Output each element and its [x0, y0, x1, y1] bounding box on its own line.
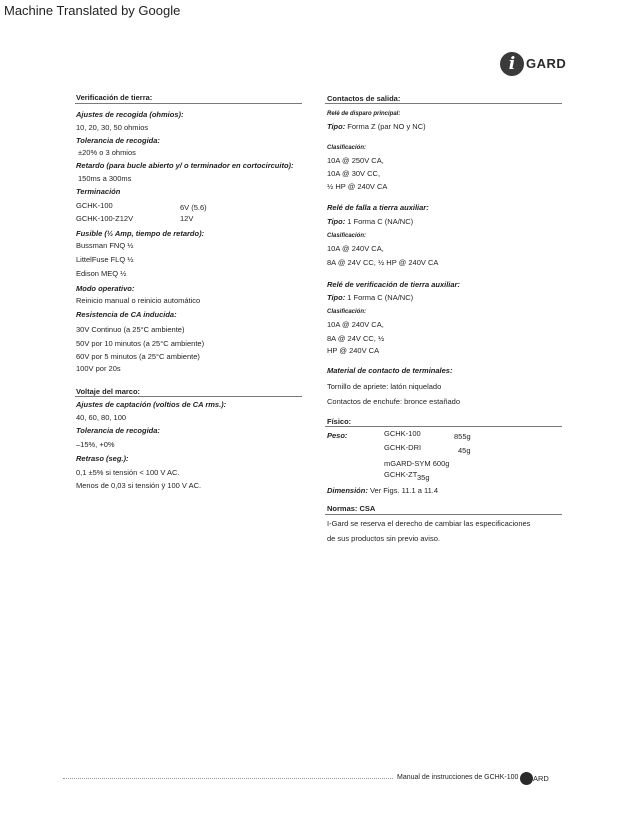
- rating-value: 10A @ 30V CC,: [327, 169, 381, 178]
- terminal-material-value: Tornillo de apriete: latón niquelado: [327, 382, 442, 391]
- dimension: [327, 486, 438, 495]
- physical-title: Físico:: [327, 417, 352, 426]
- weight-value: 35g: [417, 473, 430, 482]
- frame-tolerance-label: Tolerancia de recogida:: [76, 426, 160, 435]
- delay-value: 150ms a 300ms: [78, 174, 132, 183]
- frame-delay-label: Retraso (seg.):: [76, 454, 129, 463]
- termination-value: 12V: [180, 214, 194, 223]
- type-value: 1 Forma C (NA/NC): [347, 217, 414, 226]
- footer-logo-circle-icon: [520, 772, 533, 785]
- ac-resistance-value: 60V por 5 minutos (a 25°C ambiente): [76, 352, 200, 361]
- type-value: 1 Forma C (NA/NC): [347, 293, 414, 302]
- weight-value: 855g: [454, 432, 471, 441]
- termination-model: GCHK-100: [76, 201, 113, 210]
- aux-fault-type: [327, 217, 413, 226]
- aux-fault-relay-label: Relé de falla a tierra auxiliar:: [327, 203, 429, 212]
- fuse-item: Edison MEQ ½: [76, 269, 127, 278]
- frame-delay-value: Menos de 0,03 si tensión ÿ 100 V AC.: [76, 481, 202, 490]
- footer-dotted-line: [63, 778, 393, 779]
- rating-label: Clasificación:: [327, 233, 367, 239]
- main-relay-label: Relé de disparo principal:: [327, 111, 401, 117]
- ground-check-title: Verificación de tierra:: [76, 93, 153, 102]
- frame-pickup-values: 40, 60, 80, 100: [76, 413, 127, 422]
- termination-model: GCHK-100-Z12V: [76, 214, 134, 223]
- fuse-item: Bussman FNQ ½: [76, 241, 134, 250]
- weight-model: GCHK-100: [384, 429, 421, 438]
- terminal-material-label: Material de contacto de terminales:: [327, 366, 453, 375]
- divider: [75, 396, 302, 397]
- mode-value: Reinicio manual o reinicio automático: [76, 296, 201, 305]
- divider: [325, 514, 562, 515]
- ac-resistance-value: 100V por 20s: [76, 364, 121, 373]
- divider: [325, 426, 562, 427]
- rating-value: 10A @ 250V CA,: [327, 156, 384, 165]
- logo-i-icon: i: [500, 52, 524, 76]
- frame-tolerance-value: –15%, +0%: [76, 440, 115, 449]
- frame-voltage-title: Voltaje del marco:: [76, 387, 141, 396]
- tolerance-label: Tolerancia de recogida:: [76, 136, 160, 145]
- footer-manual-title: Manual de instrucciones de GCHK-100: [397, 774, 519, 781]
- footer-logo-text: ARD: [533, 774, 549, 783]
- delay-label: Retardo (para bucle abierto y/ o terminador en cortocircuito):: [76, 161, 294, 170]
- fuse-item: LittelFuse FLQ ½: [76, 255, 134, 264]
- type-value: Forma Z (par NO y NC): [347, 122, 426, 131]
- weight-value: 45g: [458, 446, 471, 455]
- mode-label: Modo operativo:: [76, 284, 135, 293]
- rating-label: Clasificación:: [327, 145, 367, 151]
- divider: [75, 103, 302, 104]
- rating-value: 10A @ 240V CA,: [327, 320, 384, 329]
- rating-value: 10A @ 240V CA,: [327, 244, 384, 253]
- aux-check-relay-label: Relé de verificación de tierra auxiliar:: [327, 280, 460, 289]
- weight-model: GCHK-DRI: [384, 443, 422, 452]
- output-contacts-title: Contactos de salida:: [327, 94, 401, 103]
- disclaimer-text: de sus productos sin previo aviso.: [327, 534, 440, 543]
- ac-resistance-label: Resistencia de CA inducida:: [76, 310, 177, 319]
- dimension-label: Dimensión:: [327, 486, 368, 495]
- weight-label: Peso:: [327, 431, 348, 440]
- divider: [325, 103, 562, 104]
- pickup-label: Ajustes de recogida (ohmios):: [76, 110, 184, 119]
- frame-delay-value: 0,1 ±5% si tensión < 100 V AC.: [76, 468, 180, 477]
- terminal-material-value: Contactos de enchufe: bronce estañado: [327, 397, 461, 406]
- ac-resistance-value: 50V por 10 minutos (a 25°C ambiente): [76, 339, 205, 348]
- pickup-values: 10, 20, 30, 50 ohmios: [76, 123, 149, 132]
- rating-value: HP @ 240V CA: [327, 346, 380, 355]
- rating-value: 8A @ 24V CC, ½ HP @ 240V CA: [327, 258, 439, 267]
- main-type: [327, 122, 426, 131]
- type-label: Tipo:: [327, 293, 346, 302]
- tolerance-value: ±20% o 3 ohmios: [78, 148, 136, 157]
- weight-model: mGARD-SYM 600g: [384, 459, 450, 468]
- rating-value: ½ HP @ 240V CA: [327, 182, 388, 191]
- rating-label: Clasificación:: [327, 309, 367, 315]
- type-label: Tipo:: [327, 217, 346, 226]
- ac-resistance-value: 30V Continuo (a 25°C ambiente): [76, 325, 185, 334]
- aux-check-type: [327, 293, 413, 302]
- termination-value: 6V (5.6): [180, 203, 207, 212]
- frame-pickup-label: Ajustes de captación (voltios de CA rms.):: [76, 400, 227, 409]
- fuse-label: Fusible (½ Amp, tiempo de retardo):: [76, 229, 205, 238]
- logo-text: GARD: [526, 56, 567, 71]
- weight-model: GCHK-ZT: [384, 470, 418, 479]
- csa-standards-title: Normas: CSA: [327, 504, 376, 513]
- machine-translation-banner: Machine Translated by Google: [4, 3, 181, 18]
- disclaimer-text: I-Gard se reserva el derecho de cambiar las especificaciones: [327, 519, 531, 528]
- termination-label: Terminación: [76, 187, 121, 196]
- type-label: Tipo:: [327, 122, 346, 131]
- rating-value: 8A @ 24V CC, ½: [327, 334, 385, 343]
- dimension-value: Ver Figs. 11.1 a 11.4: [369, 486, 439, 495]
